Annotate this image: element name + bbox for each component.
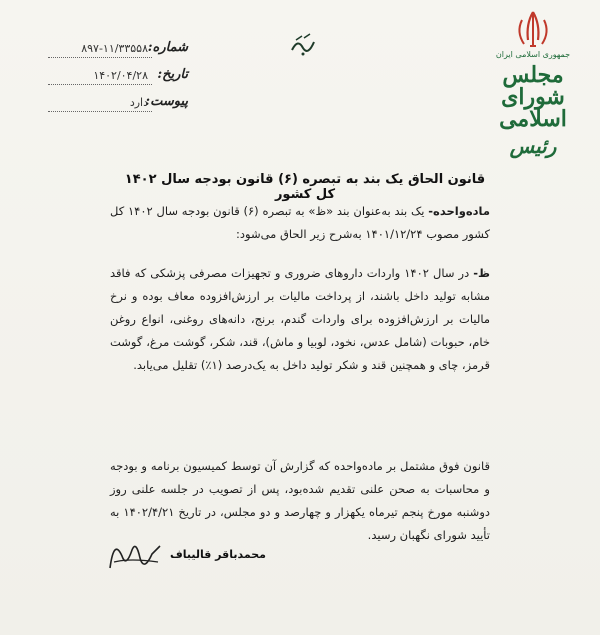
date-value: ۱۴۰۲/۰۴/۲۸ xyxy=(93,69,148,82)
republic-line: جمهوری اسلامی ایران xyxy=(495,50,571,59)
meta-line xyxy=(48,84,152,85)
meta-attachment-row xyxy=(48,94,188,121)
meta-number-row xyxy=(48,40,188,67)
number-label: شماره: xyxy=(147,40,188,55)
meta-date-row xyxy=(48,67,188,94)
meta-line xyxy=(48,57,152,58)
iran-emblem-icon xyxy=(514,10,552,50)
single-article-paragraph xyxy=(110,200,490,246)
number-value: ۸۹۷-۱۱/۳۳۵۵۸ xyxy=(81,42,148,55)
institution-role: رئیس xyxy=(509,134,557,158)
letter-meta xyxy=(48,40,188,121)
calligraphy-mark-icon xyxy=(288,30,318,60)
date-label: تاریخ: xyxy=(157,67,188,82)
attachment-value: دارد xyxy=(129,96,148,109)
clause-paragraph xyxy=(110,262,490,377)
single-article-text: یک بند به‌عنوان بند «ظ» به تبصره (۶) قانون بودجه سال ۱۴۰۲ کل کشور مصوب ۱۴۰۱/۱۲/۲۴ به‌شرح زیر الحاق می‌شود: xyxy=(110,204,490,241)
clause-text: در سال ۱۴۰۲ واردات داروهای ضروری و تجهیزات مصرفی پزشکی که فاقد مشابه تولید داخل باشند، از پرداخت مالیات بر ارزش‌افزوده معاف بوده و نرخ مالیات بر ارزش‌افزوده برای واردات گندم، برنج، دانه‌های روغنی، انواع روغن خام، حبوبات (شامل عدس، نخود، لوبیا و ماش)، قند، شکر، گوشت مرغ، گوشت قرمز، چای و همچنین قند و شکر تولید داخل به یک‌درصد (۱٪) تقلیل می‌یابد. xyxy=(110,266,490,372)
single-article-label: ماده‌واحده- xyxy=(428,204,490,218)
signature-icon xyxy=(100,528,170,578)
attachment-label: پیوست: xyxy=(145,94,188,109)
signer-name: محمدباقر قالیباف xyxy=(170,548,266,561)
document-title: قانون الحاق یک بند به تبصره (۶) قانون بودجه سال ۱۴۰۲ کل کشور xyxy=(124,172,486,202)
meta-line xyxy=(48,111,152,112)
closing-paragraph: قانون فوق مشتمل بر ماده‌واحده که گزارش آن توسط کمیسیون برنامه و بودجه و محاسبات به صحن علنی تقدیم شده‌بود، پس از تصویب در جلسه علنی روز دوشنبه مورخ پنجم تیرماه یکهزار و چهارصد و دو مجلس، در تاریخ ۱۴۰۲/۴/۲۱ به تأیید شورای نگهبان رسید. xyxy=(110,459,490,542)
clause-label: ظ- xyxy=(473,266,490,280)
institution-name: مجلس شورای اسلامی xyxy=(499,62,567,132)
parliament-emblem xyxy=(478,10,588,170)
